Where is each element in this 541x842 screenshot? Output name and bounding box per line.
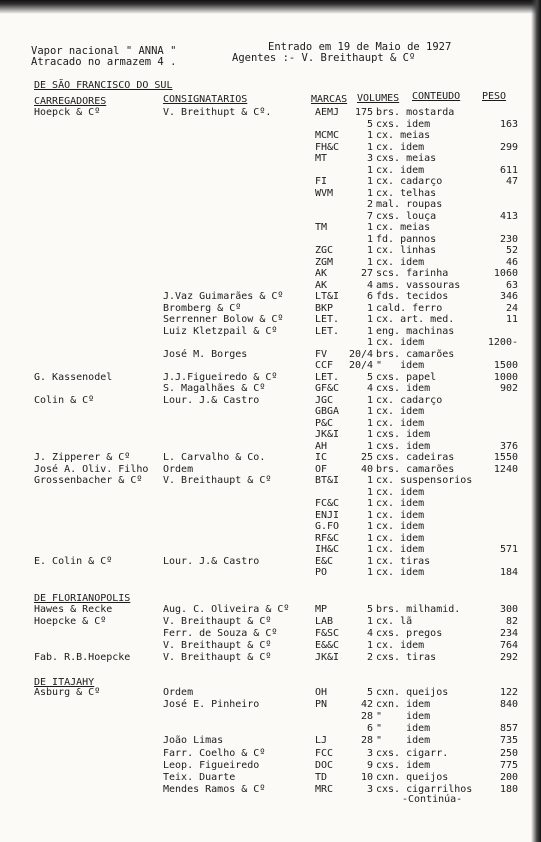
- volume-qty-cell: 27: [360, 268, 373, 279]
- conteudo-cell: cxs. idem: [376, 383, 431, 394]
- marca-cell: AK: [315, 279, 328, 291]
- volume-qty-cell: 1: [366, 486, 373, 498]
- conteudo-cell: cxs. meias: [376, 153, 437, 164]
- table-row: [0, 687, 541, 699]
- marca-cell: GF&C: [315, 383, 340, 394]
- table-row: [0, 211, 541, 223]
- volume-qty-cell: 40: [360, 463, 373, 475]
- conteudo-cell: cx. meias: [376, 222, 431, 233]
- marca-cell: TM: [315, 222, 328, 233]
- conteudo-cell: cxs. idem: [376, 118, 431, 130]
- marca-cell: P&C: [315, 417, 334, 429]
- volume-qty-cell: 4: [366, 279, 373, 291]
- conteudo-cell: " idem: [376, 723, 431, 735]
- peso-cell: 611: [499, 164, 518, 176]
- marca-cell: F&SC: [315, 628, 340, 639]
- volume-qty-cell: 1: [366, 616, 373, 627]
- marca-cell: JK&I: [315, 429, 340, 440]
- consignatario-cell: V. Breithaupt & Cº: [163, 640, 272, 651]
- col-header-marcas: MARCAS: [311, 94, 348, 105]
- volume-qty-cell: 1: [366, 394, 373, 406]
- volume-qty-cell: 1: [366, 233, 373, 245]
- section-title: DE FLORIANOPOLIS: [34, 593, 131, 604]
- volume-qty-cell: 1: [366, 521, 373, 532]
- consignatario-cell: V. Breithaupt & Cº: [163, 475, 272, 486]
- consignatario-cell: Leop. Figueiredo: [163, 759, 260, 771]
- table-row: [0, 418, 541, 430]
- peso-cell: 234: [499, 628, 518, 639]
- table-row: [0, 760, 541, 772]
- marca-cell: MP: [315, 604, 328, 615]
- scan-edge-top: [0, 0, 541, 14]
- table-row: [0, 711, 541, 723]
- conteudo-cell: " idem: [376, 360, 425, 371]
- table-row: [0, 268, 541, 280]
- conteudo-cell: fd. pannos: [376, 233, 437, 245]
- volume-qty-cell: 1: [366, 532, 373, 544]
- table-row: [0, 383, 541, 395]
- volume-qty-cell: 4: [366, 628, 373, 639]
- table-row: [0, 303, 541, 315]
- volume-qty-cell: 20/4: [349, 360, 374, 371]
- table-row: [0, 498, 541, 510]
- conteudo-cell: cx. cadarço: [376, 394, 443, 406]
- volume-qty-cell: 1: [366, 141, 373, 153]
- marca-cell: MCMC: [315, 130, 340, 141]
- peso-cell: 230: [499, 233, 518, 245]
- marca-cell: MT: [315, 153, 328, 164]
- consignatario-cell: S. Magalhães & Cº: [163, 383, 266, 394]
- table-row: [0, 441, 541, 453]
- volume-qty-cell: 20/4: [349, 348, 374, 360]
- table-row: [0, 245, 541, 257]
- marca-cell: ZGM: [315, 256, 334, 268]
- marca-cell: FH&C: [315, 141, 340, 153]
- volume-qty-cell: 1: [366, 256, 373, 268]
- conteudo-cell: cxs. papel: [376, 371, 437, 383]
- volume-qty-cell: 5: [366, 687, 373, 698]
- peso-cell: 857: [499, 723, 518, 735]
- consignatario-cell: João Limas: [163, 735, 224, 747]
- volume-qty-cell: 1: [366, 475, 373, 486]
- warehouse-info: Atracado no armazem 4 .: [31, 56, 177, 68]
- marca-cell: LET.: [315, 314, 340, 325]
- conteudo-cell: cx. art. med.: [376, 314, 455, 325]
- table-row: [0, 406, 541, 418]
- peso-cell: 184: [499, 567, 518, 578]
- table-row: [0, 735, 541, 747]
- consignatario-cell: V. Breithaupt & Cº: [163, 616, 272, 627]
- peso-cell: 1060: [493, 268, 518, 279]
- volume-qty-cell: 2: [366, 199, 373, 210]
- marca-cell: G.FO: [315, 521, 340, 532]
- marca-cell: CCF: [315, 360, 334, 371]
- consignatario-cell: Aug. C. Oliveira & Cº: [163, 604, 290, 615]
- volume-qty-cell: 4: [366, 383, 373, 394]
- conteudo-cell: cx. linhas: [376, 245, 437, 256]
- consignatario-cell: L. Carvalho & Co.: [163, 452, 266, 463]
- marca-cell: AK: [315, 268, 328, 279]
- carregador-cell: Colin & Cº: [34, 394, 95, 406]
- marca-cell: OH: [315, 687, 328, 698]
- conteudo-cell: cx. lã: [376, 616, 413, 627]
- consignatario-cell: Teix. Duarte: [163, 771, 236, 783]
- marca-cell: FC&C: [315, 498, 340, 509]
- entry-date: Entrado em 19 de Maio de 1927: [268, 41, 452, 53]
- volume-qty-cell: 1: [366, 555, 373, 567]
- carregador-cell: Hawes & Recke: [34, 604, 113, 615]
- conteudo-cell: cxs. cadeiras: [376, 452, 455, 463]
- peso-cell: 82: [505, 616, 518, 627]
- conteudo-cell: brs. milhamid.: [376, 604, 461, 615]
- table-row: [0, 556, 541, 568]
- consignatario-cell: Ordem: [163, 687, 194, 698]
- table-row: [0, 616, 541, 628]
- volume-qty-cell: 3: [366, 747, 373, 759]
- volume-qty-cell: 42: [360, 699, 373, 711]
- peso-cell: 1500: [493, 360, 518, 371]
- peso-cell: 376: [499, 440, 518, 452]
- table-row: [0, 349, 541, 361]
- marca-cell: ENJI: [315, 509, 340, 521]
- conteudo-cell: cx. idem: [376, 640, 425, 651]
- conteudo-cell: cx. tiras: [376, 555, 431, 567]
- conteudo-cell: cx. idem: [376, 498, 425, 509]
- conteudo-cell: cxs. louça: [376, 210, 437, 222]
- conteudo-cell: cald. ferro: [376, 302, 443, 314]
- col-header-consignatarios: CONSIGNATARIOS: [163, 94, 248, 105]
- table-row: [0, 723, 541, 735]
- volume-qty-cell: 9: [366, 759, 373, 771]
- volume-qty-cell: 175: [354, 107, 373, 118]
- conteudo-cell: cx. idem: [376, 486, 425, 498]
- marca-cell: IC: [315, 452, 328, 463]
- peso-cell: 735: [499, 735, 518, 747]
- peso-cell: 292: [499, 652, 518, 663]
- conteudo-cell: cx. idem: [376, 337, 425, 348]
- conteudo-cell: cxs. tiras: [376, 652, 437, 663]
- col-header-conteudo: CONTEUDO: [412, 91, 461, 102]
- marca-cell: GBGA: [315, 406, 340, 417]
- table-row: [0, 165, 541, 177]
- conteudo-cell: cxn. queijos: [376, 771, 449, 783]
- marca-cell: IH&C: [315, 544, 340, 555]
- consignatario-cell: J.J.Figueiredo & Cº: [163, 371, 278, 383]
- conteudo-cell: cxs. idem: [376, 759, 431, 771]
- conteudo-cell: cx. idem: [376, 164, 425, 176]
- conteudo-cell: cxs. pregos: [376, 628, 443, 639]
- consignatario-cell: Lour. J.& Castro: [163, 555, 260, 567]
- volume-qty-cell: 1: [366, 544, 373, 555]
- table-row: [0, 188, 541, 200]
- volume-qty-cell: 1: [366, 417, 373, 429]
- table-row: [0, 510, 541, 522]
- carregador-cell: G. Kassenodel: [34, 371, 113, 383]
- table-row: [0, 280, 541, 292]
- peso-cell: 346: [499, 291, 518, 302]
- table-row: [0, 487, 541, 499]
- conteudo-cell: cx. telhas: [376, 187, 437, 199]
- conteudo-cell: brs. camarões: [376, 463, 455, 475]
- marca-cell: OF: [315, 463, 328, 475]
- consignatario-cell: Ferr. de Souza & Cº: [163, 628, 278, 639]
- table-row: [0, 234, 541, 246]
- peso-cell: 1240: [493, 463, 518, 475]
- peso-cell: 1000: [493, 371, 518, 383]
- marca-cell: BKP: [315, 302, 334, 314]
- volume-qty-cell: 5: [366, 118, 373, 130]
- table-row: [0, 604, 541, 616]
- volume-qty-cell: 6: [366, 291, 373, 302]
- col-header-carregadores: CARREGADORES: [34, 96, 107, 107]
- carregador-cell: Grossenbacher & Cº: [34, 475, 143, 486]
- marca-cell: LET.: [315, 371, 340, 383]
- table-row: [0, 429, 541, 441]
- volume-qty-cell: 5: [366, 371, 373, 383]
- consignatario-cell: Bromberg & Cº: [163, 302, 242, 314]
- peso-cell: 413: [499, 210, 518, 222]
- continued-note: -Continúa-: [402, 794, 463, 805]
- peso-cell: 1200-: [487, 337, 518, 348]
- marca-cell: FI: [315, 176, 328, 187]
- table-row: [0, 142, 541, 154]
- volume-qty-cell: 1: [366, 640, 373, 651]
- conteudo-cell: cx. cadarço: [376, 176, 443, 187]
- volume-qty-cell: 10: [360, 771, 373, 783]
- conteudo-cell: cxs. cigarrilhos: [376, 783, 473, 795]
- table-row: [0, 119, 541, 131]
- table-row: [0, 452, 541, 464]
- marca-cell: AH: [315, 440, 328, 452]
- table-row: [0, 475, 541, 487]
- marca-cell: WVM: [315, 187, 334, 199]
- conteudo-cell: " idem: [376, 711, 431, 723]
- marca-cell: TD: [315, 771, 328, 783]
- carregador-cell: Hoepck & Cº: [34, 107, 101, 118]
- conteudo-cell: ams. vassouras: [376, 279, 461, 291]
- conteudo-cell: cxs. idem: [376, 440, 431, 452]
- marca-cell: PO: [315, 567, 328, 578]
- conteudo-cell: scs. farinha: [376, 268, 449, 279]
- peso-cell: 299: [499, 141, 518, 153]
- section-title: DE ITAJAHY: [34, 677, 95, 688]
- table-row: [0, 130, 541, 142]
- consignatario-cell: Luiz Kletzpail & Cº: [163, 325, 278, 337]
- consignatario-cell: Mendes Ramos & Cº: [163, 783, 266, 795]
- conteudo-cell: brs. mostarda: [376, 107, 455, 118]
- marca-cell: JK&I: [315, 652, 340, 663]
- vessel-name: Vapor nacional " ANNA ": [31, 45, 177, 57]
- table-row: [0, 544, 541, 556]
- table-row: [0, 699, 541, 711]
- carregador-cell: E. Colin & Cº: [34, 555, 113, 567]
- table-row: [0, 748, 541, 760]
- marca-cell: FV: [315, 348, 328, 360]
- marca-cell: RF&C: [315, 532, 340, 544]
- volume-qty-cell: 1: [366, 164, 373, 176]
- volume-qty-cell: 1: [366, 429, 373, 440]
- conteudo-cell: cx. idem: [376, 567, 425, 578]
- volume-qty-cell: 1: [366, 222, 373, 233]
- conteudo-cell: mal. roupas: [376, 199, 443, 210]
- peso-cell: 180: [499, 783, 518, 795]
- volume-qty-cell: 1: [366, 176, 373, 187]
- marca-cell: LAB: [315, 616, 334, 627]
- table-row: [0, 360, 541, 372]
- consignatario-cell: Ordem: [163, 463, 194, 475]
- volume-qty-cell: 1: [366, 440, 373, 452]
- volume-qty-cell: 1: [366, 245, 373, 256]
- peso-cell: 52: [505, 245, 518, 256]
- conteudo-cell: cxs. idem: [376, 429, 431, 440]
- carregador-cell: Hoepcke & Cº: [34, 616, 107, 627]
- table-row: [0, 464, 541, 476]
- carregador-cell: José A. Oliv. Filho: [34, 463, 149, 475]
- consignatario-cell: J.Vaz Guimarães & Cº: [163, 291, 284, 302]
- volume-qty-cell: 7: [366, 210, 373, 222]
- consignatario-cell: José M. Borges: [163, 348, 248, 360]
- table-row: [0, 222, 541, 234]
- volume-qty-cell: 1: [366, 406, 373, 417]
- agents-info: Agentes :- V. Breithaupt & Cº: [232, 52, 416, 64]
- conteudo-cell: cx. idem: [376, 521, 425, 532]
- peso-cell: 63: [505, 279, 518, 291]
- table-row: [0, 628, 541, 640]
- consignatario-cell: Lour. J.& Castro: [163, 394, 260, 406]
- volume-qty-cell: 6: [366, 723, 373, 735]
- col-header-volumes: VOLUMES: [357, 93, 400, 104]
- marca-cell: LET.: [315, 325, 340, 337]
- conteudo-cell: cx. idem: [376, 141, 425, 153]
- conteudo-cell: cxn. idem: [376, 699, 431, 711]
- consignatario-cell: José E. Pinheiro: [163, 699, 260, 711]
- peso-cell: 163: [499, 118, 518, 130]
- conteudo-cell: cx. idem: [376, 509, 425, 521]
- volume-qty-cell: 1: [366, 187, 373, 199]
- peso-cell: 571: [499, 544, 518, 555]
- conteudo-cell: cx. idem: [376, 417, 425, 429]
- table-row: [0, 326, 541, 338]
- section-title: DE SÃO FRANCISCO DO SUL: [34, 80, 173, 91]
- col-header-peso: PESO: [482, 91, 507, 102]
- conteudo-cell: cxs. cigarr.: [376, 747, 449, 759]
- conteudo-cell: cx. idem: [376, 406, 425, 417]
- volume-qty-cell: 1: [366, 130, 373, 141]
- conteudo-cell: eng. machinas: [376, 325, 455, 337]
- volume-qty-cell: 1: [366, 509, 373, 521]
- volume-qty-cell: 2: [366, 652, 373, 663]
- consignatario-cell: Farr. Coelho & Cº: [163, 747, 266, 759]
- conteudo-cell: brs. camarões: [376, 348, 455, 360]
- volume-qty-cell: 1: [366, 567, 373, 578]
- table-row: [0, 176, 541, 188]
- marca-cell: PN: [315, 699, 328, 711]
- conteudo-cell: fds. tecidos: [376, 291, 449, 302]
- marca-cell: BT&I: [315, 475, 340, 486]
- conteudo-cell: cx. idem: [376, 544, 425, 555]
- volume-qty-cell: 1: [366, 498, 373, 509]
- table-row: [0, 337, 541, 349]
- conteudo-cell: cxn. queijos: [376, 687, 449, 698]
- peso-cell: 24: [505, 302, 518, 314]
- table-row: [0, 567, 541, 579]
- peso-cell: 200: [499, 771, 518, 783]
- peso-cell: 250: [499, 747, 518, 759]
- table-row: [0, 652, 541, 664]
- peso-cell: 902: [499, 383, 518, 394]
- conteudo-cell: cx. suspensorios: [376, 475, 473, 486]
- volume-qty-cell: 3: [366, 153, 373, 164]
- volume-qty-cell: 1: [366, 337, 373, 348]
- volume-qty-cell: 1: [366, 302, 373, 314]
- marca-cell: E&&C: [315, 640, 340, 651]
- table-row: [0, 291, 541, 303]
- consignatario-cell: Serrenner Bolow & Cº: [163, 314, 284, 325]
- table-row: [0, 521, 541, 533]
- conteudo-cell: cx. idem: [376, 256, 425, 268]
- volume-qty-cell: 1: [366, 314, 373, 325]
- table-row: [0, 640, 541, 652]
- peso-cell: 775: [499, 759, 518, 771]
- peso-cell: 764: [499, 640, 518, 651]
- peso-cell: 46: [505, 256, 518, 268]
- volume-qty-cell: 3: [366, 783, 373, 795]
- marca-cell: MRC: [315, 783, 334, 795]
- peso-cell: 122: [499, 687, 518, 698]
- marca-cell: E&C: [315, 555, 334, 567]
- peso-cell: 840: [499, 699, 518, 711]
- peso-cell: 47: [505, 176, 518, 187]
- table-row: [0, 314, 541, 326]
- conteudo-cell: " idem: [376, 735, 431, 747]
- peso-cell: 1550: [493, 452, 518, 463]
- table-row: [0, 772, 541, 784]
- carregador-cell: Asburg & Cº: [34, 687, 101, 698]
- peso-cell: 11: [505, 314, 518, 325]
- marca-cell: LJ: [315, 735, 328, 747]
- volume-qty-cell: 28: [360, 711, 373, 723]
- marca-cell: ZGC: [315, 245, 334, 256]
- conteudo-cell: cx. meias: [376, 130, 431, 141]
- marca-cell: JGC: [315, 394, 334, 406]
- table-row: [0, 153, 541, 165]
- table-row: [0, 372, 541, 384]
- volume-qty-cell: 1: [366, 325, 373, 337]
- table-row: [0, 257, 541, 269]
- volume-qty-cell: 5: [366, 604, 373, 615]
- conteudo-cell: cx. idem: [376, 532, 425, 544]
- marca-cell: DOC: [315, 759, 334, 771]
- marca-cell: LT&I: [315, 291, 340, 302]
- consignatario-cell: V. Breithaupt & Cº: [163, 652, 272, 663]
- volume-qty-cell: 25: [360, 452, 373, 463]
- marca-cell: AEMJ: [315, 107, 340, 118]
- peso-cell: 300: [499, 604, 518, 615]
- table-row: [0, 199, 541, 211]
- table-row: [0, 395, 541, 407]
- volume-qty-cell: 28: [360, 735, 373, 747]
- carregador-cell: Fab. R.B.Hoepcke: [34, 652, 131, 663]
- table-row: [0, 533, 541, 545]
- marca-cell: FCC: [315, 747, 334, 759]
- table-row: [0, 107, 541, 119]
- consignatario-cell: V. Breithupt & Cº.: [163, 107, 272, 118]
- carregador-cell: J. Zipperer & Cº: [34, 452, 131, 463]
